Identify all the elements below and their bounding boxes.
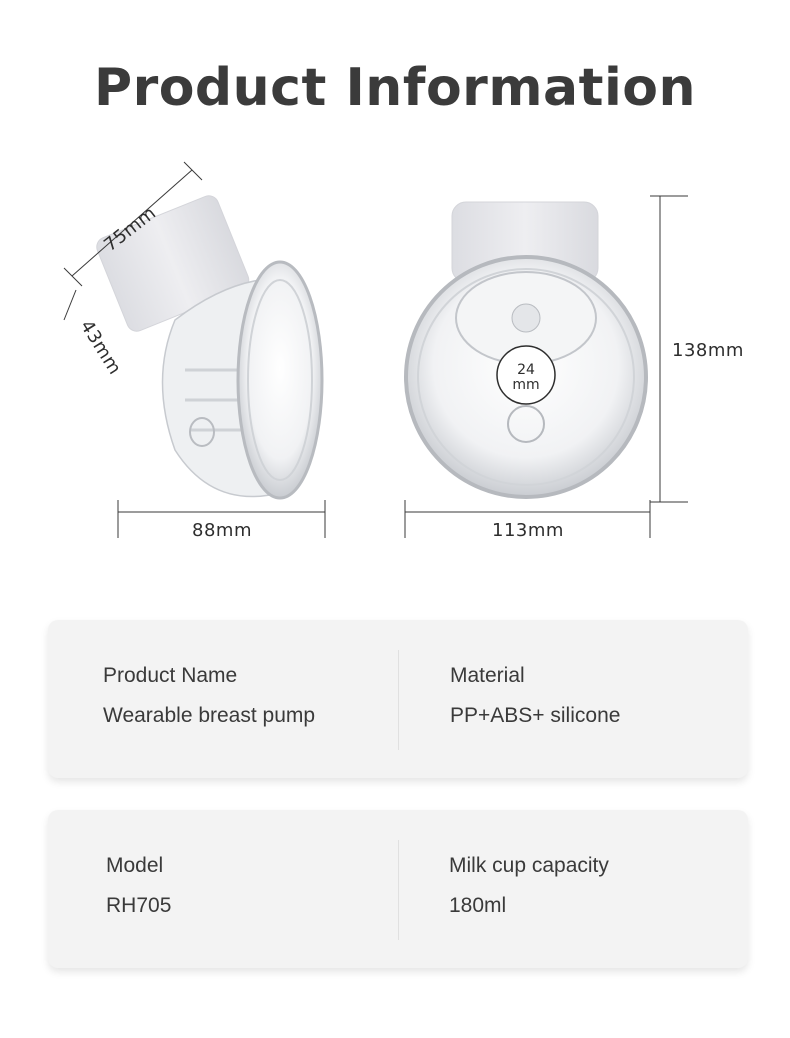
front-height-dimension: 138mm (672, 340, 744, 361)
nipple-size-unit: mm (512, 377, 540, 393)
card-divider (398, 650, 399, 750)
spec-label: Product Name (103, 664, 238, 687)
front-width-dimension: 113mm (492, 520, 564, 541)
nipple-size-number: 24 (517, 362, 535, 378)
spec-value: RH705 (106, 894, 172, 917)
spec-milk-cup-capacity (449, 854, 609, 918)
side-top-dimension: 75mm (100, 202, 161, 256)
side-width-dimension: 88mm (192, 520, 252, 541)
spec-value: Wearable breast pump (103, 704, 316, 727)
spec-model (106, 854, 171, 918)
product-dimension-figure (0, 150, 790, 570)
spec-material (450, 664, 620, 728)
side-depth-dimension: 43mm (75, 316, 126, 379)
spec-product-name (103, 664, 315, 728)
card-divider (398, 840, 399, 940)
spec-value: 180ml (449, 894, 507, 917)
spec-card-product (48, 620, 748, 778)
spec-card-model (48, 810, 748, 968)
spec-value: PP+ABS+ silicone (450, 704, 621, 727)
spec-label: Material (450, 664, 525, 687)
front-view-pump-image (406, 202, 646, 497)
spec-label: Milk cup capacity (449, 854, 609, 877)
spec-label: Model (106, 854, 164, 877)
page-title: Product Information (93, 58, 697, 118)
